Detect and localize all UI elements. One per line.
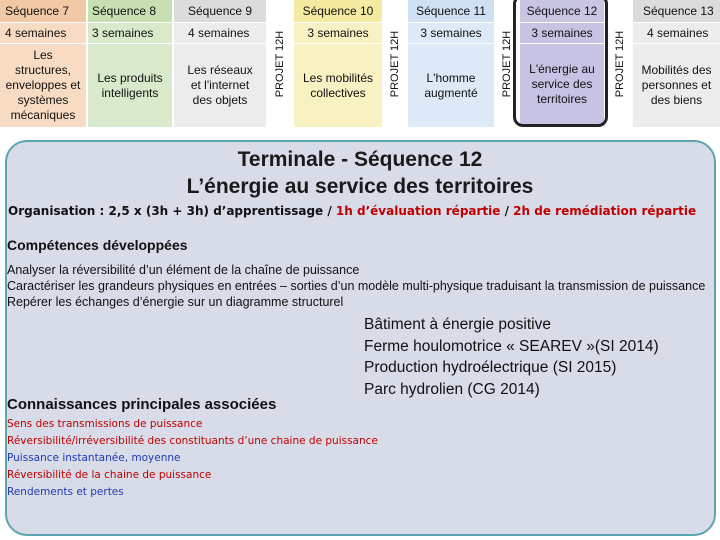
sequence-10-topic: Les mobilités collectives xyxy=(294,44,382,127)
connaissance-item: Réversibilité/irréversibilité des constituants d’une chaine de puissance xyxy=(7,435,378,447)
projet-label-2: PROJET 12H xyxy=(389,30,401,97)
connaissance-item: Réversibilité de la chaine de puissance xyxy=(7,469,212,481)
sequence-8-duration: 3 semaines xyxy=(88,23,172,43)
sequence-9-title: Séquence 9 xyxy=(174,0,266,22)
projet-label-4: PROJET 12H xyxy=(614,30,626,97)
example-item: Production hydroélectrique (SI 2015) xyxy=(364,359,617,376)
example-item: Ferme houlomotrice « SEAREV »(SI 2014) xyxy=(364,337,659,355)
sequence-8-title: Séquence 8 xyxy=(88,0,172,22)
selected-sequence-frame xyxy=(513,0,608,127)
sequence-13-topic: Mobilités des personnes et des biens xyxy=(633,44,720,127)
connaissances-heading: Connaissances principales associées xyxy=(7,396,277,413)
sequence-10-duration: 3 semaines xyxy=(294,23,382,43)
sequence-7-duration: 4 semaines xyxy=(0,23,86,43)
competence-item: Caractériser les grandeurs physiques en entrées – sorties d’un modèle multi-physique traduisant la transmission de puissance xyxy=(7,279,706,293)
sequence-13-title: Séquence 13 xyxy=(633,0,720,22)
sequence-11-title: Séquence 11 xyxy=(408,0,494,22)
competences-heading: Compétences développées xyxy=(7,237,188,253)
sequence-7-title: Séquence 7 xyxy=(0,0,86,22)
page-title: Terminale - Séquence 12 xyxy=(237,148,483,171)
example-item: Bâtiment à énergie positive xyxy=(364,316,551,333)
sequence-8-topic: Les produits intelligents xyxy=(88,44,172,127)
organisation-evaluation: 1h d’évaluation répartie xyxy=(335,204,501,218)
sequence-12-topic: L'énergie au service des territoires xyxy=(520,44,604,124)
connaissances-list xyxy=(7,416,378,501)
page-subtitle: L’énergie au service des territoires xyxy=(186,175,534,198)
organisation-separator: / xyxy=(500,204,514,218)
organisation-prefix: Organisation : 2,5 x (3h + 3h) d’apprentissage / xyxy=(8,204,336,218)
sequence-12-title: Séquence 12 xyxy=(520,0,604,22)
sequence-7-topic: Les structures, enveloppes et systèmes mécaniques xyxy=(0,44,86,127)
projet-label-3: PROJET 12H xyxy=(501,30,513,97)
examples-list xyxy=(364,314,659,400)
sequence-13-duration: 4 semaines xyxy=(633,23,720,43)
projet-column-4 xyxy=(610,0,630,127)
organisation-line xyxy=(8,204,696,218)
sequence-9-duration: 4 semaines xyxy=(174,23,266,43)
sequence-10-title: Séquence 10 xyxy=(294,0,382,22)
sequence-11-duration: 3 semaines xyxy=(408,23,494,43)
connaissance-item: Sens des transmissions de puissance xyxy=(7,418,203,430)
example-item: Parc hydrolien (CG 2014) xyxy=(364,380,540,398)
sequence-12-duration: 3 semaines xyxy=(520,23,604,43)
projet-label-1: PROJET 12H xyxy=(274,30,286,97)
sequence-9-topic: Les réseaux et l'internet des objets xyxy=(174,44,266,127)
projet-column-1 xyxy=(270,0,290,127)
connaissance-item: Rendements et pertes xyxy=(7,486,124,498)
competence-item: Analyser la réversibilité d’un élément de la chaîne de puissance xyxy=(7,263,360,277)
sequence-11-topic: L'homme augmenté xyxy=(408,44,494,127)
organisation-remediation: 2h de remédiation répartie xyxy=(513,204,697,218)
competences-list xyxy=(7,262,712,310)
projet-column-2 xyxy=(385,0,405,127)
connaissance-item: Puissance instantanée, moyenne xyxy=(7,452,181,464)
competence-item: Repérer les échanges d’énergie sur un diagramme structurel xyxy=(7,295,344,309)
